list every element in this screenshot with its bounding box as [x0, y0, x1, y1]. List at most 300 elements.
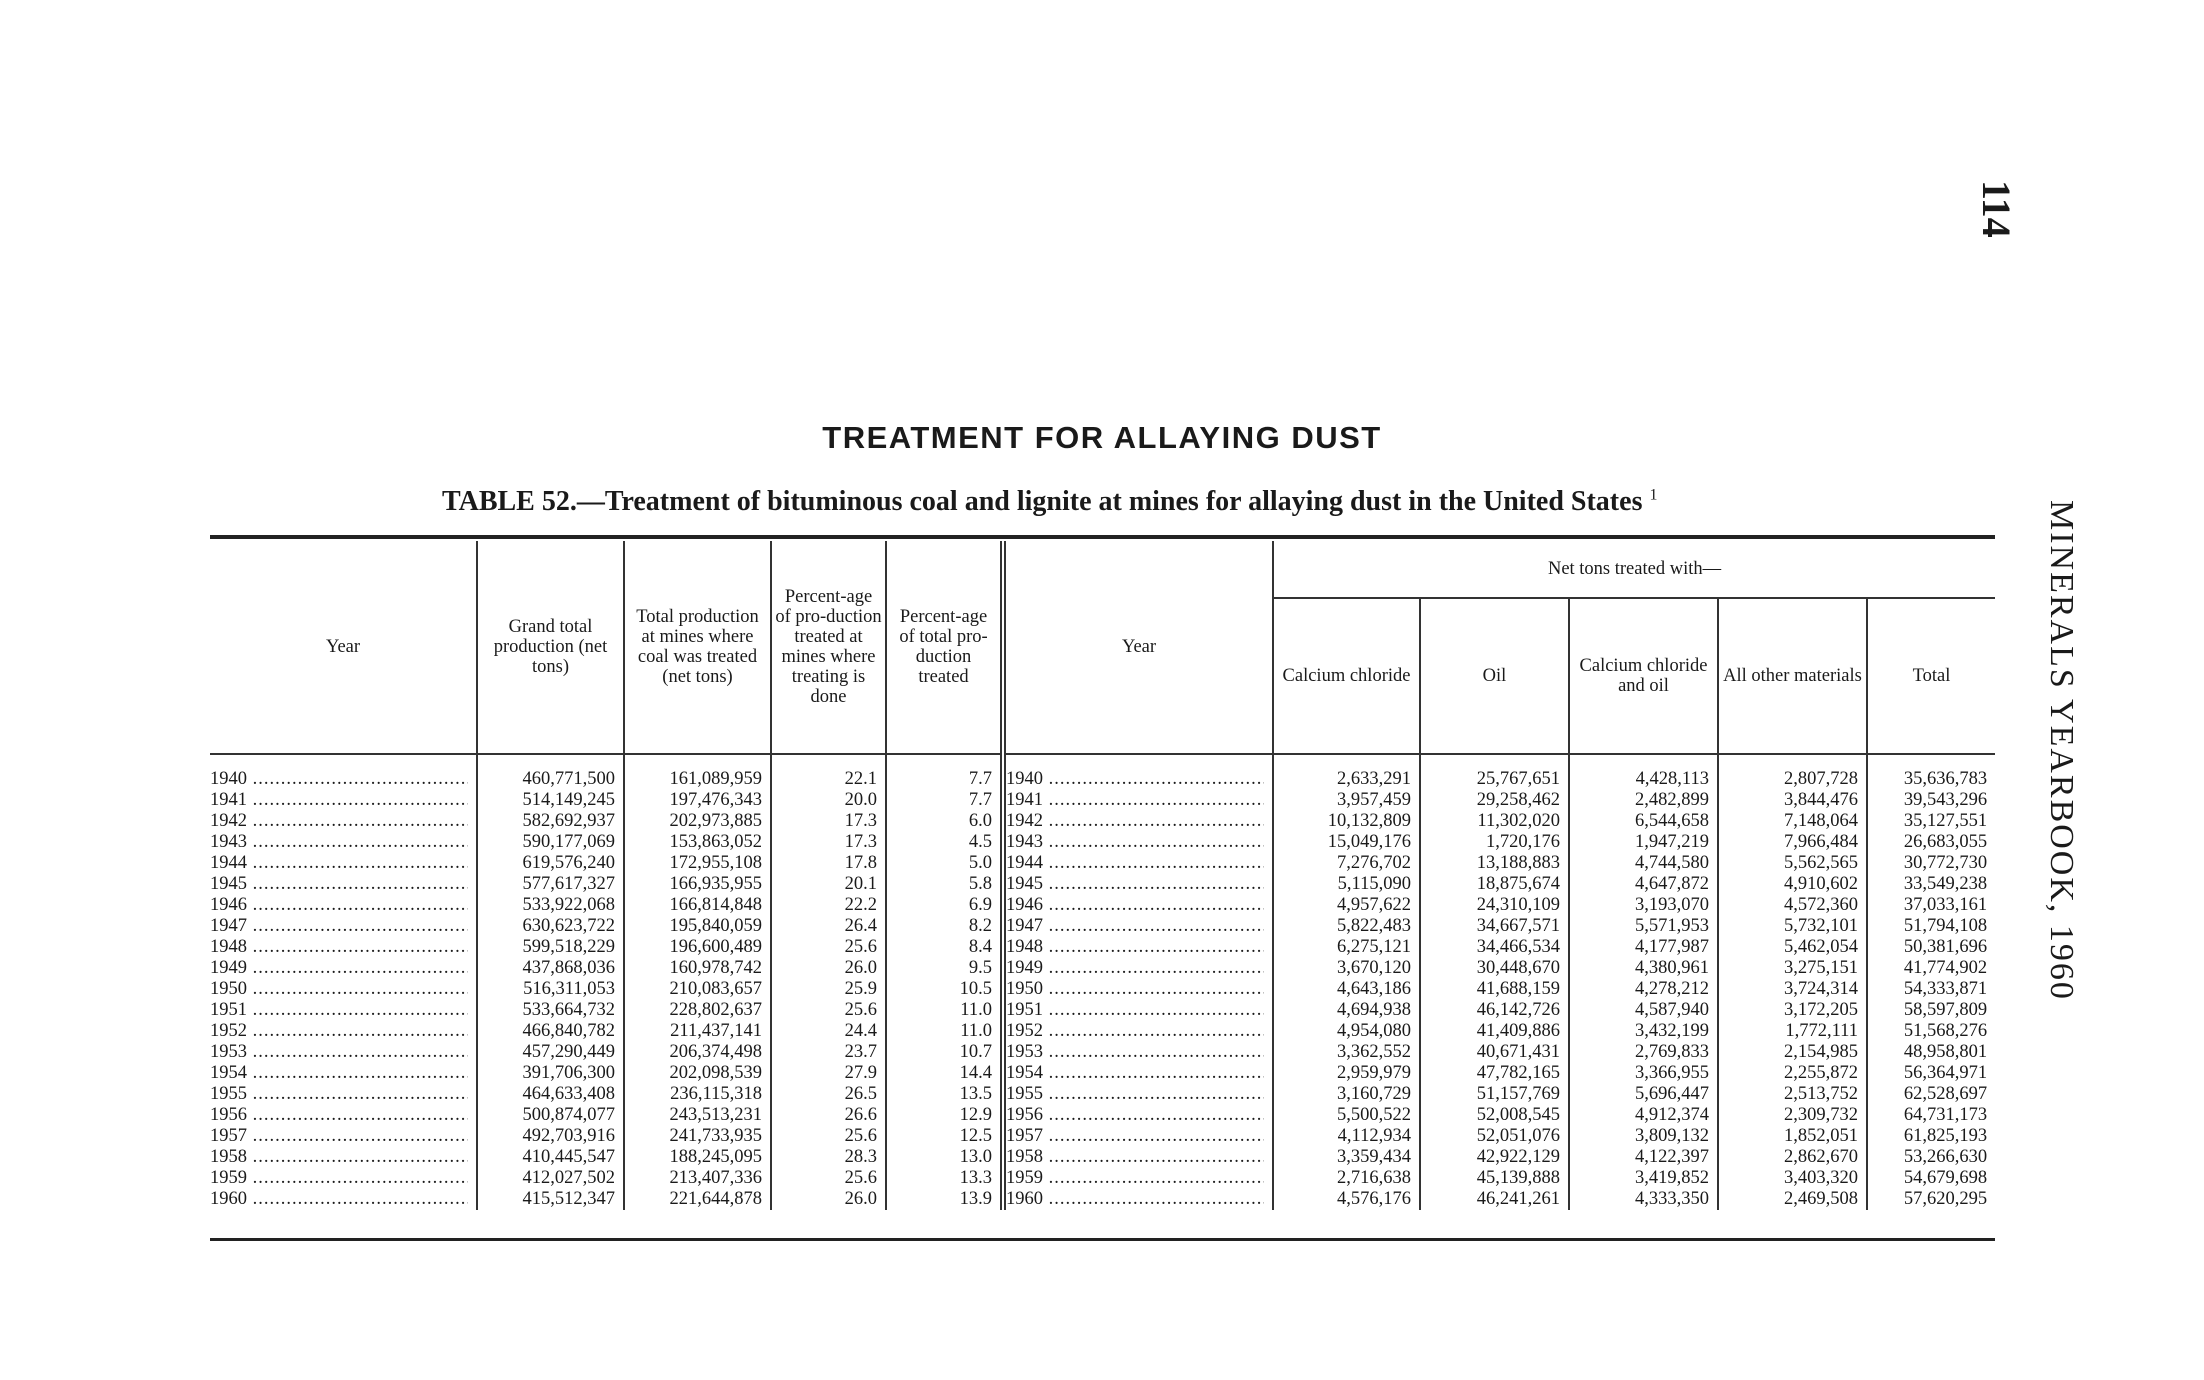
- table-row: [210, 853, 1995, 874]
- cell-grand-total: 619,576,240: [477, 853, 624, 874]
- cell-year-2: [1003, 811, 1273, 832]
- cell-year-2: [1003, 1168, 1273, 1189]
- cell-all-other: 1,852,051: [1718, 1126, 1867, 1147]
- header-calcium-chloride: Calcium chloride: [1273, 598, 1420, 754]
- cell-all-other: 2,807,728: [1718, 769, 1867, 790]
- cell-calcium-chloride-oil: 4,428,113: [1569, 769, 1718, 790]
- cell-year-2: [1003, 832, 1273, 853]
- cell-pct-at-mines: 23.7: [771, 1042, 886, 1063]
- year-label: 1959 .....: [1006, 1168, 1264, 1189]
- cell-oil: 25,767,651: [1420, 769, 1569, 790]
- cell-calcium-chloride-oil: 4,380,961: [1569, 958, 1718, 979]
- cell-grand-total: 590,177,069: [477, 832, 624, 853]
- cell-total-treated: 197,476,343: [624, 790, 771, 811]
- year-label: 1959 .....: [210, 1168, 468, 1189]
- cell-year-2: [1003, 1063, 1273, 1084]
- cell-total-treated: 166,935,955: [624, 874, 771, 895]
- year-label: 1957 .....: [1006, 1126, 1264, 1147]
- cell-all-other: 2,154,985: [1718, 1042, 1867, 1063]
- cell-total: 35,127,551: [1903, 811, 1988, 831]
- cell-total-treated: 202,098,539: [624, 1063, 771, 1084]
- cell-grand-total: 533,664,732: [477, 1000, 624, 1021]
- cell-pct-total: 12.5: [886, 1126, 1003, 1147]
- year-label: 1955 .....: [210, 1084, 468, 1105]
- cell-all-other: 2,862,670: [1718, 1147, 1867, 1168]
- cell-calcium-chloride-oil: 3,432,199: [1569, 1021, 1718, 1042]
- cell-year-2: [1003, 1126, 1273, 1147]
- year-label: 1942 .....: [1006, 811, 1264, 832]
- year-label: 1947 .....: [210, 916, 468, 937]
- table-row: [210, 979, 1995, 1000]
- cell-grand-total: 533,922,068: [477, 895, 624, 916]
- table-caption: [442, 486, 1657, 518]
- cell-calcium-chloride: 4,576,176: [1273, 1189, 1420, 1210]
- cell-year: [210, 832, 477, 853]
- table-top-rule: [210, 535, 1995, 539]
- cell-pct-at-mines: 17.3: [771, 811, 886, 832]
- cell-all-other: 7,148,064: [1718, 811, 1867, 832]
- cell-pct-total: 8.4: [886, 937, 1003, 958]
- cell-year-2: [1003, 874, 1273, 895]
- cell-calcium-chloride: 2,959,979: [1273, 1063, 1420, 1084]
- cell-oil: 18,875,674: [1420, 874, 1569, 895]
- cell-all-other: 4,910,602: [1718, 874, 1867, 895]
- cell-total: 51,794,108: [1903, 916, 1988, 936]
- cell-year: [210, 1063, 477, 1084]
- year-label: 1960 .....: [210, 1189, 468, 1210]
- cell-all-other: 3,724,314: [1718, 979, 1867, 1000]
- cell-grand-total: 630,623,722: [477, 916, 624, 937]
- cell-total: 50,381,696: [1903, 937, 1988, 957]
- cell-all-other: 2,469,508: [1718, 1189, 1867, 1210]
- cell-calcium-chloride-oil: 4,333,350: [1569, 1189, 1718, 1210]
- cell-all-other: 1,772,111: [1718, 1021, 1867, 1042]
- cell-total-treated: 241,733,935: [624, 1126, 771, 1147]
- year-label: 1941 .....: [210, 790, 468, 811]
- table-body: [210, 754, 1995, 1210]
- cell-year-2: [1003, 790, 1273, 811]
- cell-total-treated: 221,644,878: [624, 1189, 771, 1210]
- cell-total-treated: 236,115,318: [624, 1084, 771, 1105]
- cell-all-other: 3,844,476: [1718, 790, 1867, 811]
- cell-grand-total: 415,512,347: [477, 1189, 624, 1210]
- year-label: 1946 .....: [210, 895, 468, 916]
- cell-pct-total: 10.5: [886, 979, 1003, 1000]
- cell-calcium-chloride: 4,954,080: [1273, 1021, 1420, 1042]
- cell-calcium-chloride-oil: 3,419,852: [1569, 1168, 1718, 1189]
- year-label: 1945 .....: [1006, 874, 1264, 895]
- cell-grand-total: 582,692,937: [477, 811, 624, 832]
- cell-year: [210, 1021, 477, 1042]
- cell-year: [210, 769, 477, 790]
- cell-total-treated: 202,973,885: [624, 811, 771, 832]
- cell-calcium-chloride-oil: 4,177,987: [1569, 937, 1718, 958]
- header-grand-total: Grand total production (net tons): [477, 541, 624, 754]
- table-row: [210, 1021, 1995, 1042]
- header-net-tons-group: Net tons treated with—: [1273, 541, 1995, 598]
- cell-calcium-chloride-oil: 3,193,070: [1569, 895, 1718, 916]
- cell-all-other: 5,732,101: [1718, 916, 1867, 937]
- table-row: [210, 1063, 1995, 1084]
- cell-calcium-chloride: 6,275,121: [1273, 937, 1420, 958]
- header-total: Total: [1867, 598, 1995, 754]
- cell-pct-at-mines: 27.9: [771, 1063, 886, 1084]
- year-label: 1940 .....: [1006, 769, 1264, 790]
- table-bottom-rule: [210, 1238, 1995, 1241]
- cell-total-treated: 243,513,231: [624, 1105, 771, 1126]
- header-year: Year: [210, 541, 477, 754]
- cell-year: [210, 1126, 477, 1147]
- cell-oil: 52,051,076: [1420, 1126, 1569, 1147]
- cell-pct-at-mines: 26.4: [771, 916, 886, 937]
- cell-pct-total: 5.8: [886, 874, 1003, 895]
- table-row: [210, 790, 1995, 811]
- cell-calcium-chloride: 5,822,483: [1273, 916, 1420, 937]
- cell-total: 57,620,295: [1903, 1189, 1988, 1209]
- cell-calcium-chloride: 3,359,434: [1273, 1147, 1420, 1168]
- cell-grand-total: 391,706,300: [477, 1063, 624, 1084]
- cell-year: [210, 937, 477, 958]
- cell-total-treated: 228,802,637: [624, 1000, 771, 1021]
- cell-year-2: [1003, 1147, 1273, 1168]
- cell-pct-at-mines: 24.4: [771, 1021, 886, 1042]
- cell-total: 64,731,173: [1903, 1105, 1988, 1125]
- cell-oil: 51,157,769: [1420, 1084, 1569, 1105]
- cell-total: 61,825,193: [1903, 1126, 1988, 1146]
- cell-calcium-chloride: 3,957,459: [1273, 790, 1420, 811]
- cell-pct-total: 6.0: [886, 811, 1003, 832]
- spacer-row: [210, 754, 1995, 769]
- cell-calcium-chloride-oil: 4,122,397: [1569, 1147, 1718, 1168]
- cell-pct-at-mines: 22.1: [771, 769, 886, 790]
- cell-calcium-chloride-oil: 3,809,132: [1569, 1126, 1718, 1147]
- cell-pct-at-mines: 20.1: [771, 874, 886, 895]
- cell-calcium-chloride-oil: 6,544,658: [1569, 811, 1718, 832]
- cell-all-other: 5,562,565: [1718, 853, 1867, 874]
- year-label: 1952 .....: [210, 1021, 468, 1042]
- cell-pct-total: 9.5: [886, 958, 1003, 979]
- header-pct-total: Percent-age of total pro-duction treated: [886, 541, 1003, 754]
- cell-all-other: 7,966,484: [1718, 832, 1867, 853]
- cell-total: 26,683,055: [1903, 832, 1988, 852]
- year-label: 1942 .....: [210, 811, 468, 832]
- cell-all-other: 2,513,752: [1718, 1084, 1867, 1105]
- cell-oil: 41,688,159: [1420, 979, 1569, 1000]
- header-year-2: Year: [1003, 541, 1273, 754]
- year-label: 1944 .....: [1006, 853, 1264, 874]
- table-row: [210, 1042, 1995, 1063]
- table-row: [210, 769, 1995, 790]
- cell-calcium-chloride: 4,957,622: [1273, 895, 1420, 916]
- cell-calcium-chloride-oil: 1,947,219: [1569, 832, 1718, 853]
- cell-pct-total: 6.9: [886, 895, 1003, 916]
- cell-grand-total: 437,868,036: [477, 958, 624, 979]
- cell-calcium-chloride: 4,694,938: [1273, 1000, 1420, 1021]
- cell-total: 37,033,161: [1903, 895, 1988, 915]
- cell-year: [210, 1147, 477, 1168]
- year-label: 1956 .....: [1006, 1105, 1264, 1126]
- cell-year: [210, 874, 477, 895]
- cell-total-treated: 196,600,489: [624, 937, 771, 958]
- cell-pct-total: 7.7: [886, 790, 1003, 811]
- year-label: 1954 .....: [210, 1063, 468, 1084]
- cell-calcium-chloride-oil: 4,587,940: [1569, 1000, 1718, 1021]
- cell-oil: 1,720,176: [1420, 832, 1569, 853]
- cell-pct-total: 13.0: [886, 1147, 1003, 1168]
- cell-pct-at-mines: 25.6: [771, 1126, 886, 1147]
- cell-grand-total: 516,311,053: [477, 979, 624, 1000]
- cell-grand-total: 577,617,327: [477, 874, 624, 895]
- cell-oil: 46,241,261: [1420, 1189, 1569, 1210]
- cell-pct-total: 10.7: [886, 1042, 1003, 1063]
- cell-grand-total: 410,445,547: [477, 1147, 624, 1168]
- year-label: 1953 .....: [210, 1042, 468, 1063]
- cell-year: [210, 1000, 477, 1021]
- year-label: 1956 .....: [210, 1105, 468, 1126]
- table-row: [210, 1168, 1995, 1189]
- cell-grand-total: 412,027,502: [477, 1168, 624, 1189]
- table-row: [210, 1147, 1995, 1168]
- cell-oil: 34,667,571: [1420, 916, 1569, 937]
- cell-calcium-chloride: 3,362,552: [1273, 1042, 1420, 1063]
- cell-pct-at-mines: 22.2: [771, 895, 886, 916]
- cell-pct-at-mines: 17.3: [771, 832, 886, 853]
- cell-total-treated: 172,955,108: [624, 853, 771, 874]
- section-title: TREATMENT FOR ALLAYING DUST: [822, 420, 1382, 455]
- header-pct-at-mines: Percent-age of pro-duction treated at mines where treating is done: [771, 541, 886, 754]
- cell-year-2: [1003, 916, 1273, 937]
- table-row: [210, 937, 1995, 958]
- table-row: [210, 1126, 1995, 1147]
- cell-oil: 29,258,462: [1420, 790, 1569, 811]
- cell-total-treated: 213,407,336: [624, 1168, 771, 1189]
- year-label: 1946 .....: [1006, 895, 1264, 916]
- cell-calcium-chloride: 2,716,638: [1273, 1168, 1420, 1189]
- year-label: 1950 .....: [1006, 979, 1264, 1000]
- cell-year-2: [1003, 853, 1273, 874]
- cell-year: [210, 958, 477, 979]
- cell-total-treated: 206,374,498: [624, 1042, 771, 1063]
- table-row: [210, 958, 1995, 979]
- cell-year-2: [1003, 1042, 1273, 1063]
- cell-oil: 45,139,888: [1420, 1168, 1569, 1189]
- cell-year: [210, 895, 477, 916]
- cell-year: [210, 853, 477, 874]
- cell-year-2: [1003, 895, 1273, 916]
- cell-total-treated: 160,978,742: [624, 958, 771, 979]
- cell-all-other: 2,309,732: [1718, 1105, 1867, 1126]
- cell-pct-total: 13.3: [886, 1168, 1003, 1189]
- cell-oil: 11,302,020: [1420, 811, 1569, 832]
- cell-calcium-chloride: 3,670,120: [1273, 958, 1420, 979]
- cell-year: [210, 1168, 477, 1189]
- header-all-other: All other materials: [1718, 598, 1867, 754]
- year-label: 1948 .....: [210, 937, 468, 958]
- year-label: 1949 .....: [210, 958, 468, 979]
- cell-calcium-chloride-oil: 3,366,955: [1569, 1063, 1718, 1084]
- page-number: 114: [1974, 180, 2019, 238]
- cell-year: [210, 916, 477, 937]
- cell-pct-at-mines: 20.0: [771, 790, 886, 811]
- cell-calcium-chloride-oil: 2,482,899: [1569, 790, 1718, 811]
- cell-oil: 40,671,431: [1420, 1042, 1569, 1063]
- header-total-treated: Total production at mines where coal was treated (net tons): [624, 541, 771, 754]
- cell-year: [210, 1084, 477, 1105]
- year-label: 1955 .....: [1006, 1084, 1264, 1105]
- cell-grand-total: 457,290,449: [477, 1042, 624, 1063]
- running-head: MINERALS YEARBOOK, 1960: [2043, 500, 2080, 1001]
- cell-year: [210, 979, 477, 1000]
- cell-grand-total: 599,518,229: [477, 937, 624, 958]
- cell-oil: 42,922,129: [1420, 1147, 1569, 1168]
- cell-oil: 41,409,886: [1420, 1021, 1569, 1042]
- table-caption-text: TABLE 52.—Treatment of bituminous coal and lignite at mines for allaying dust in the United States: [442, 486, 1643, 517]
- year-label: 1958 .....: [210, 1147, 468, 1168]
- cell-year-2: [1003, 1189, 1273, 1210]
- cell-total-treated: 188,245,095: [624, 1147, 771, 1168]
- table-row: [210, 895, 1995, 916]
- year-label: 1951 .....: [210, 1000, 468, 1021]
- table-row: [210, 1189, 1995, 1210]
- cell-all-other: 3,275,151: [1718, 958, 1867, 979]
- cell-oil: 52,008,545: [1420, 1105, 1569, 1126]
- year-label: 1945 .....: [210, 874, 468, 895]
- cell-pct-at-mines: 26.5: [771, 1084, 886, 1105]
- cell-total: 39,543,296: [1903, 790, 1988, 810]
- cell-calcium-chloride-oil: 2,769,833: [1569, 1042, 1718, 1063]
- cell-year-2: [1003, 1105, 1273, 1126]
- cell-total-treated: 211,437,141: [624, 1021, 771, 1042]
- cell-calcium-chloride-oil: 4,744,580: [1569, 853, 1718, 874]
- cell-year: [210, 790, 477, 811]
- cell-total: 54,679,698: [1903, 1168, 1988, 1188]
- cell-pct-at-mines: 26.6: [771, 1105, 886, 1126]
- cell-pct-total: 5.0: [886, 853, 1003, 874]
- cell-year-2: [1003, 1084, 1273, 1105]
- cell-pct-total: 8.2: [886, 916, 1003, 937]
- year-label: 1944 .....: [210, 853, 468, 874]
- cell-pct-total: 13.9: [886, 1189, 1003, 1210]
- year-label: 1960 .....: [1006, 1189, 1264, 1210]
- table-row: [210, 1084, 1995, 1105]
- cell-grand-total: 466,840,782: [477, 1021, 624, 1042]
- cell-total: 30,772,730: [1903, 853, 1988, 873]
- cell-calcium-chloride-oil: 4,278,212: [1569, 979, 1718, 1000]
- cell-calcium-chloride: 2,633,291: [1273, 769, 1420, 790]
- cell-calcium-chloride-oil: 5,696,447: [1569, 1084, 1718, 1105]
- footnote-marker: 1: [1649, 486, 1658, 504]
- cell-year-2: [1003, 979, 1273, 1000]
- cell-grand-total: 514,149,245: [477, 790, 624, 811]
- cell-calcium-chloride: 4,643,186: [1273, 979, 1420, 1000]
- cell-year-2: [1003, 1000, 1273, 1021]
- cell-year: [210, 1189, 477, 1210]
- year-label: 1954 .....: [1006, 1063, 1264, 1084]
- cell-total-treated: 195,840,059: [624, 916, 771, 937]
- cell-pct-at-mines: 25.6: [771, 1168, 886, 1189]
- cell-oil: 13,188,883: [1420, 853, 1569, 874]
- cell-pct-at-mines: 26.0: [771, 958, 886, 979]
- cell-pct-total: 14.4: [886, 1063, 1003, 1084]
- cell-year-2: [1003, 1021, 1273, 1042]
- cell-calcium-chloride-oil: 4,647,872: [1569, 874, 1718, 895]
- cell-calcium-chloride: 5,500,522: [1273, 1105, 1420, 1126]
- cell-total: 54,333,871: [1903, 979, 1988, 999]
- cell-year-2: [1003, 769, 1273, 790]
- year-label: 1943 .....: [1006, 832, 1264, 853]
- cell-calcium-chloride: 7,276,702: [1273, 853, 1420, 874]
- cell-pct-at-mines: 25.9: [771, 979, 886, 1000]
- table-row: [210, 832, 1995, 853]
- cell-all-other: 3,172,205: [1718, 1000, 1867, 1021]
- cell-total: 53,266,630: [1903, 1147, 1988, 1167]
- cell-total-treated: 166,814,848: [624, 895, 771, 916]
- table-row: [210, 1105, 1995, 1126]
- cell-oil: 47,782,165: [1420, 1063, 1569, 1084]
- cell-calcium-chloride: 4,112,934: [1273, 1126, 1420, 1147]
- cell-grand-total: 492,703,916: [477, 1126, 624, 1147]
- year-label: 1943 .....: [210, 832, 468, 853]
- cell-year: [210, 1042, 477, 1063]
- cell-total: 35,636,783: [1903, 769, 1988, 789]
- cell-total: 62,528,697: [1903, 1084, 1988, 1104]
- cell-total: 51,568,276: [1903, 1021, 1988, 1041]
- cell-year-2: [1003, 937, 1273, 958]
- header-oil: Oil: [1420, 598, 1569, 754]
- cell-oil: 30,448,670: [1420, 958, 1569, 979]
- cell-grand-total: 460,771,500: [477, 769, 624, 790]
- table-row: [210, 1000, 1995, 1021]
- cell-all-other: 2,255,872: [1718, 1063, 1867, 1084]
- cell-pct-total: 11.0: [886, 1000, 1003, 1021]
- cell-oil: 34,466,534: [1420, 937, 1569, 958]
- cell-calcium-chloride: 15,049,176: [1273, 832, 1420, 853]
- year-label: 1940 .....: [210, 769, 468, 790]
- cell-all-other: 5,462,054: [1718, 937, 1867, 958]
- year-label: 1947 .....: [1006, 916, 1264, 937]
- header-calcium-chloride-oil: Calcium chloride and oil: [1569, 598, 1718, 754]
- cell-pct-total: 12.9: [886, 1105, 1003, 1126]
- year-label: 1949 .....: [1006, 958, 1264, 979]
- cell-pct-total: 13.5: [886, 1084, 1003, 1105]
- table-row: [210, 811, 1995, 832]
- cell-all-other: 4,572,360: [1718, 895, 1867, 916]
- cell-oil: 46,142,726: [1420, 1000, 1569, 1021]
- cell-total: 41,774,902: [1903, 958, 1988, 978]
- cell-oil: 24,310,109: [1420, 895, 1569, 916]
- cell-grand-total: 464,633,408: [477, 1084, 624, 1105]
- year-label: 1952 .....: [1006, 1021, 1264, 1042]
- cell-total-treated: 210,083,657: [624, 979, 771, 1000]
- cell-total: 33,549,238: [1903, 874, 1988, 894]
- cell-total: 48,958,801: [1903, 1042, 1988, 1062]
- year-label: 1958 .....: [1006, 1147, 1264, 1168]
- cell-year: [210, 811, 477, 832]
- cell-calcium-chloride: 5,115,090: [1273, 874, 1420, 895]
- table-row: [210, 874, 1995, 895]
- year-label: 1957 .....: [210, 1126, 468, 1147]
- cell-total-treated: 161,089,959: [624, 769, 771, 790]
- cell-pct-at-mines: 25.6: [771, 937, 886, 958]
- cell-total: 56,364,971: [1903, 1063, 1988, 1083]
- cell-pct-total: 4.5: [886, 832, 1003, 853]
- cell-calcium-chloride-oil: 4,912,374: [1569, 1105, 1718, 1126]
- cell-pct-total: 7.7: [886, 769, 1003, 790]
- cell-grand-total: 500,874,077: [477, 1105, 624, 1126]
- cell-pct-at-mines: 28.3: [771, 1147, 886, 1168]
- cell-total-treated: 153,863,052: [624, 832, 771, 853]
- cell-calcium-chloride: 3,160,729: [1273, 1084, 1420, 1105]
